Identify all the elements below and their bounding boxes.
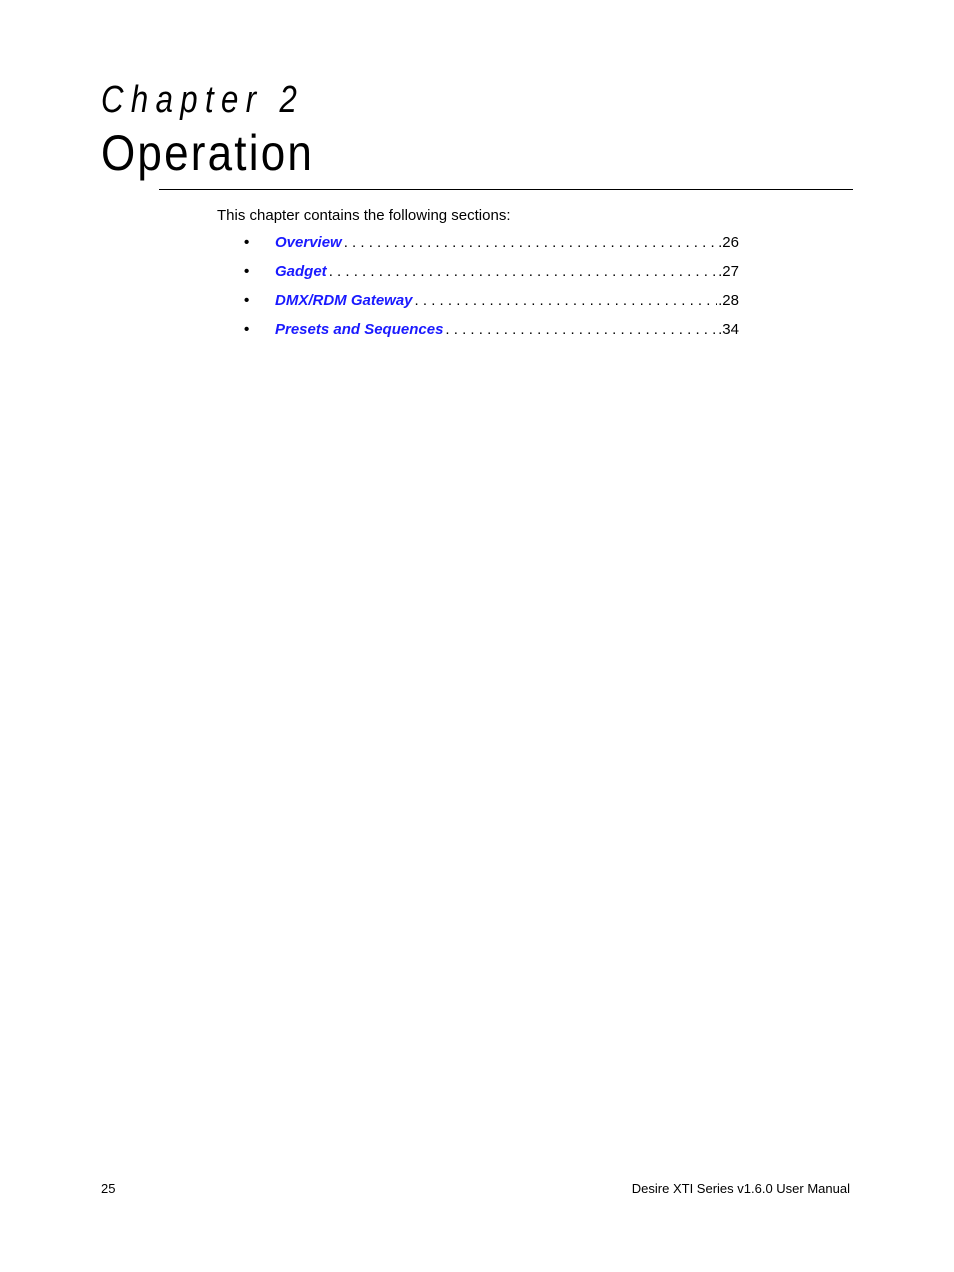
link-presets-and-sequences[interactable]: Presets and Sequences xyxy=(275,321,444,338)
page-ref: .26 xyxy=(718,234,739,251)
section-item-overview xyxy=(244,233,739,262)
section-item-presets-and-sequences xyxy=(244,320,739,349)
page-ref: .27 xyxy=(718,263,739,280)
page-ref: .28 xyxy=(718,292,739,309)
dot-leader xyxy=(413,291,718,311)
intro-text: This chapter contains the following sections: xyxy=(217,207,511,224)
link-gadget[interactable]: Gadget xyxy=(275,263,327,280)
dot-leader xyxy=(327,262,717,282)
toc-entry xyxy=(275,320,739,340)
page-ref: .34 xyxy=(718,321,739,338)
section-item-gadget xyxy=(244,262,739,291)
bullet-icon: • xyxy=(244,263,250,280)
toc-entry xyxy=(275,291,739,311)
toc-entry xyxy=(275,262,739,282)
toc-entry xyxy=(275,233,739,253)
bullet-icon: • xyxy=(244,234,250,251)
dot-leader xyxy=(342,233,717,253)
footer-page-number: 25 xyxy=(101,1181,116,1196)
link-overview[interactable]: Overview xyxy=(275,234,342,251)
bullet-icon: • xyxy=(244,292,250,309)
dot-leader xyxy=(443,320,717,340)
section-list xyxy=(244,233,739,349)
bullet-icon: • xyxy=(244,321,250,338)
footer-manual-title: Desire XTI Series v1.6.0 User Manual xyxy=(631,1181,850,1196)
chapter-label: Chapter 2 xyxy=(101,79,305,121)
section-item-dmx-rdm-gateway xyxy=(244,291,739,320)
title-divider xyxy=(159,189,853,190)
link-dmx-rdm-gateway[interactable]: DMX/RDM Gateway xyxy=(275,292,413,309)
chapter-title: Operation xyxy=(101,125,315,181)
